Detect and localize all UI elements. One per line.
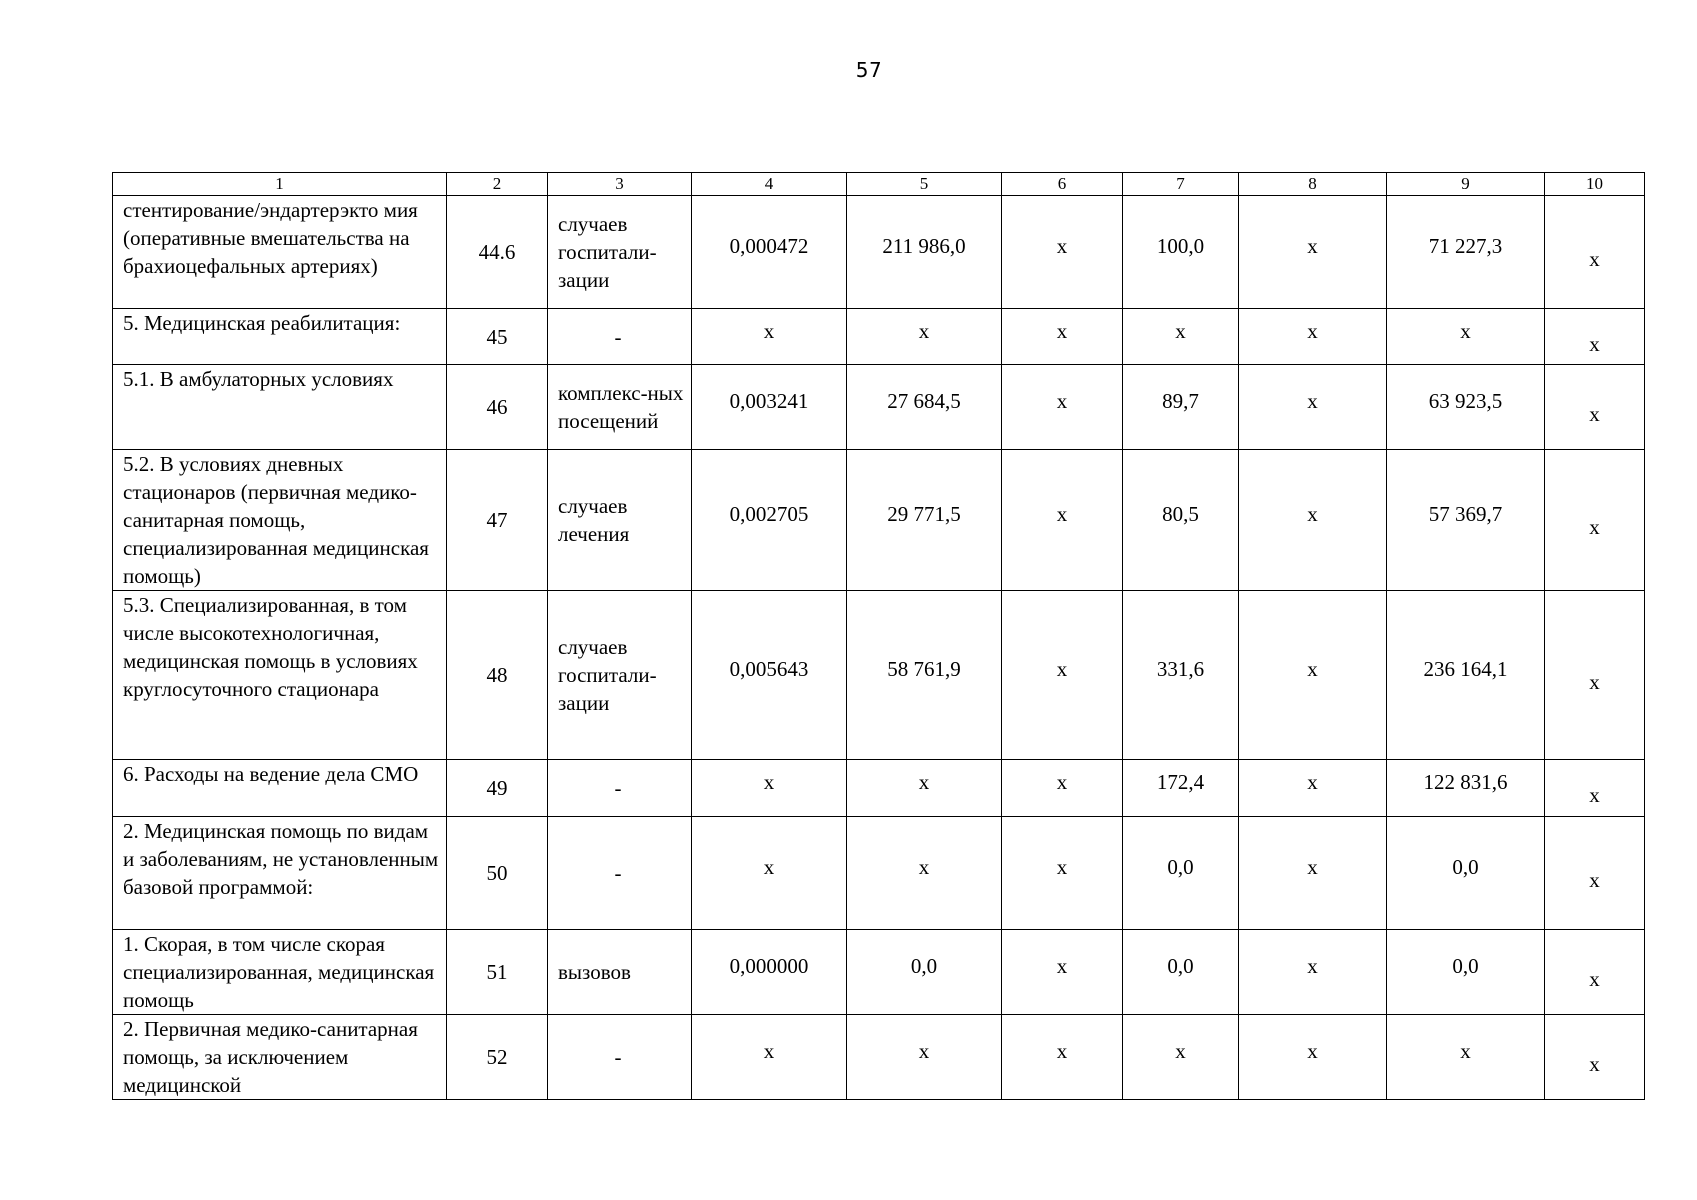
row-value-cell: 89,7 bbox=[1123, 365, 1239, 450]
row-value-cell: x bbox=[1123, 309, 1239, 365]
column-number-header: 1 bbox=[113, 173, 447, 196]
row-code-cell: 44.6 bbox=[447, 196, 548, 309]
row-name-cell: 2. Медицинская помощь по видам и заболеваниям, не установленным базовой программой: bbox=[113, 817, 447, 930]
row-value-cell: x bbox=[1545, 1015, 1645, 1100]
row-value-cell: x bbox=[847, 760, 1002, 817]
row-name-cell: стентирование/эндартерэкто мия (оперативные вмешательства на брахиоцефальных артериях) bbox=[113, 196, 447, 309]
row-value-cell: 0,0 bbox=[1123, 930, 1239, 1015]
table-row bbox=[113, 365, 1645, 450]
row-value-cell: x bbox=[1002, 1015, 1123, 1100]
row-name-cell: 5. Медицинская реабилитация: bbox=[113, 309, 447, 365]
row-value-cell: x bbox=[1545, 930, 1645, 1015]
row-value-cell: x bbox=[1002, 450, 1123, 591]
row-unit-cell: случаев лечения bbox=[548, 450, 692, 591]
column-number-header: 2 bbox=[447, 173, 548, 196]
row-value-cell: 211 986,0 bbox=[847, 196, 1002, 309]
table-row bbox=[113, 817, 1645, 930]
row-value-cell: x bbox=[1545, 817, 1645, 930]
row-code-cell: 45 bbox=[447, 309, 548, 365]
row-value-cell: 0,0 bbox=[847, 930, 1002, 1015]
row-code-cell: 50 bbox=[447, 817, 548, 930]
row-value-cell: x bbox=[1387, 1015, 1545, 1100]
row-unit-cell: случаев госпитали-зации bbox=[548, 196, 692, 309]
row-value-cell: 331,6 bbox=[1123, 591, 1239, 760]
row-value-cell: x bbox=[692, 309, 847, 365]
row-name-cell: 2. Первичная медико-санитарная помощь, за исключением медицинской bbox=[113, 1015, 447, 1100]
table-row bbox=[113, 309, 1645, 365]
column-number-header: 6 bbox=[1002, 173, 1123, 196]
row-value-cell: x bbox=[1002, 930, 1123, 1015]
row-value-cell: 172,4 bbox=[1123, 760, 1239, 817]
row-value-cell: 0,002705 bbox=[692, 450, 847, 591]
row-value-cell: x bbox=[847, 1015, 1002, 1100]
row-value-cell: 100,0 bbox=[1123, 196, 1239, 309]
row-value-cell: 0,0 bbox=[1123, 817, 1239, 930]
column-number-header: 10 bbox=[1545, 173, 1645, 196]
row-value-cell: 0,005643 bbox=[692, 591, 847, 760]
row-value-cell: x bbox=[1002, 817, 1123, 930]
row-value-cell: x bbox=[1002, 309, 1123, 365]
row-value-cell: 57 369,7 bbox=[1387, 450, 1545, 591]
table-row bbox=[113, 1015, 1645, 1100]
row-value-cell: 63 923,5 bbox=[1387, 365, 1545, 450]
row-value-cell: x bbox=[1545, 760, 1645, 817]
row-value-cell: 71 227,3 bbox=[1387, 196, 1545, 309]
row-unit-cell: - bbox=[548, 309, 692, 365]
row-value-cell: 236 164,1 bbox=[1387, 591, 1545, 760]
row-value-cell: 122 831,6 bbox=[1387, 760, 1545, 817]
row-value-cell: x bbox=[1239, 450, 1387, 591]
row-value-cell: x bbox=[1545, 365, 1645, 450]
table-row bbox=[113, 196, 1645, 309]
row-value-cell: x bbox=[1545, 196, 1645, 309]
row-code-cell: 49 bbox=[447, 760, 548, 817]
column-number-row bbox=[113, 173, 1645, 196]
table-row bbox=[113, 591, 1645, 760]
row-code-cell: 46 bbox=[447, 365, 548, 450]
row-value-cell: x bbox=[847, 309, 1002, 365]
row-value-cell: x bbox=[1239, 591, 1387, 760]
row-value-cell: 0,000000 bbox=[692, 930, 847, 1015]
row-value-cell: x bbox=[1002, 760, 1123, 817]
row-name-cell: 5.2. В условиях дневных стационаров (первичная медико-санитарная помощь, специализированная медицинская помощь) bbox=[113, 450, 447, 591]
table-row bbox=[113, 930, 1645, 1015]
row-code-cell: 47 bbox=[447, 450, 548, 591]
row-value-cell: x bbox=[1545, 450, 1645, 591]
row-unit-cell: - bbox=[548, 817, 692, 930]
row-value-cell: x bbox=[692, 1015, 847, 1100]
row-value-cell: 0,0 bbox=[1387, 930, 1545, 1015]
column-number-header: 9 bbox=[1387, 173, 1545, 196]
row-value-cell: 80,5 bbox=[1123, 450, 1239, 591]
row-value-cell: x bbox=[1002, 365, 1123, 450]
table-row bbox=[113, 450, 1645, 591]
row-value-cell: 0,000472 bbox=[692, 196, 847, 309]
row-value-cell: x bbox=[1239, 196, 1387, 309]
row-name-cell: 5.1. В амбулаторных условиях bbox=[113, 365, 447, 450]
row-value-cell: 0,0 bbox=[1387, 817, 1545, 930]
row-unit-cell: комплекс-ных посещений bbox=[548, 365, 692, 450]
row-value-cell: x bbox=[1239, 760, 1387, 817]
row-unit-cell: вызовов bbox=[548, 930, 692, 1015]
row-code-cell: 52 bbox=[447, 1015, 548, 1100]
row-value-cell: x bbox=[1002, 591, 1123, 760]
row-value-cell: x bbox=[1545, 309, 1645, 365]
row-value-cell: x bbox=[1239, 930, 1387, 1015]
row-value-cell: 0,003241 bbox=[692, 365, 847, 450]
row-unit-cell: случаев госпитали-зации bbox=[548, 591, 692, 760]
row-value-cell: x bbox=[847, 817, 1002, 930]
row-name-cell: 1. Скорая, в том числе скорая специализированная, медицинская помощь bbox=[113, 930, 447, 1015]
row-unit-cell: - bbox=[548, 1015, 692, 1100]
column-number-header: 3 bbox=[548, 173, 692, 196]
table-row bbox=[113, 760, 1645, 817]
row-value-cell: x bbox=[1239, 1015, 1387, 1100]
data-table bbox=[112, 172, 1645, 1100]
row-value-cell: x bbox=[1002, 196, 1123, 309]
row-value-cell: x bbox=[1239, 309, 1387, 365]
row-code-cell: 48 bbox=[447, 591, 548, 760]
column-number-header: 5 bbox=[847, 173, 1002, 196]
row-value-cell: x bbox=[1123, 1015, 1239, 1100]
row-name-cell: 6. Расходы на ведение дела СМО bbox=[113, 760, 447, 817]
column-number-header: 7 bbox=[1123, 173, 1239, 196]
row-value-cell: 27 684,5 bbox=[847, 365, 1002, 450]
column-number-header: 4 bbox=[692, 173, 847, 196]
row-value-cell: x bbox=[1387, 309, 1545, 365]
row-value-cell: x bbox=[692, 817, 847, 930]
row-name-cell: 5.3. Специализированная, в том числе высокотехнологичная, медицинская помощь в условиях круглосуточного стационара bbox=[113, 591, 447, 760]
column-number-header: 8 bbox=[1239, 173, 1387, 196]
row-value-cell: x bbox=[1239, 365, 1387, 450]
row-value-cell: x bbox=[1545, 591, 1645, 760]
row-value-cell: x bbox=[692, 760, 847, 817]
row-value-cell: 58 761,9 bbox=[847, 591, 1002, 760]
row-value-cell: x bbox=[1239, 817, 1387, 930]
row-code-cell: 51 bbox=[447, 930, 548, 1015]
page-number: 57 bbox=[855, 58, 883, 82]
row-value-cell: 29 771,5 bbox=[847, 450, 1002, 591]
row-unit-cell: - bbox=[548, 760, 692, 817]
